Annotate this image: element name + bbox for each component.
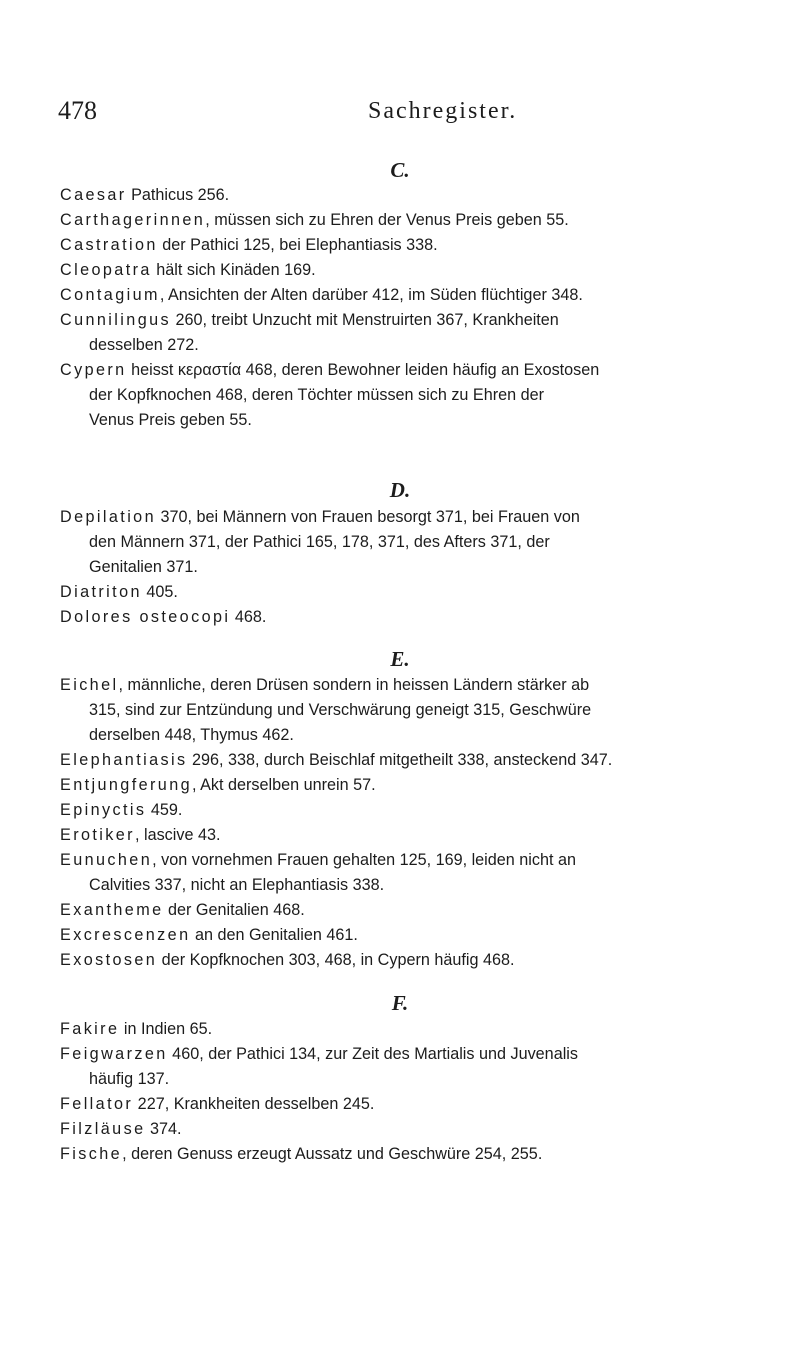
index-entry: [60, 1092, 760, 1117]
page-number: 478: [58, 96, 97, 125]
index-entry: [60, 233, 760, 258]
entry-headword: Contagium: [60, 286, 160, 304]
entry-headword: Entjungferung: [60, 776, 193, 794]
entry-continuation: Venus Preis geben 55.: [89, 411, 252, 429]
entry-headword: Elephantiasis: [60, 751, 188, 769]
entry-text: , von vornehmen Frauen gehalten 125, 169, leiden nicht an: [152, 851, 576, 869]
entry-text: an den Genitalien 461.: [190, 926, 358, 944]
index-entry: [60, 1142, 760, 1167]
entry-headword: Depilation: [60, 508, 156, 526]
entry-headword: Eunuchen: [60, 851, 153, 869]
section-letter-f: F.: [391, 991, 409, 1015]
entry-headword: Fellator: [60, 1095, 134, 1113]
entry-headword: Carthagerinnen: [60, 211, 206, 229]
entry-headword: Epinyctis: [60, 801, 147, 819]
entry-text: , deren Genuss erzeugt Aussatz und Geschwüre 254, 255.: [122, 1145, 543, 1163]
entry-text: , Akt derselben unrein 57.: [192, 776, 376, 794]
index-entry: [60, 358, 760, 433]
index-entry: [60, 1017, 760, 1042]
entry-headword: Erotiker: [60, 826, 135, 844]
entry-text: 374.: [145, 1120, 182, 1138]
index-entry: [60, 848, 760, 898]
entry-text: hält sich Kinäden 169.: [151, 261, 316, 279]
entry-text: 460, der Pathici 134, zur Zeit des Martialis und Juvenalis: [167, 1045, 578, 1063]
entry-headword: Diatriton: [60, 583, 142, 601]
entry-headword: Cypern: [60, 361, 127, 379]
entry-continuation: den Männern 371, der Pathici 165, 178, 371, des Afters 371, der: [89, 533, 550, 551]
entry-text: 227, Krankheiten desselben 245.: [133, 1095, 375, 1113]
entry-headword: Fische: [60, 1145, 123, 1163]
entry-headword: Exostosen: [60, 951, 158, 969]
index-entry: [60, 773, 760, 798]
index-entry: [60, 308, 760, 358]
entry-headword: Dolores osteocopi: [60, 608, 231, 626]
entry-text: heisst κεραστία 468, deren Bewohner leiden häufig an Exostosen: [126, 361, 600, 379]
entry-continuation: derselben 448, Thymus 462.: [89, 726, 294, 744]
entry-text: 370, bei Männern von Frauen besorgt 371, bei Frauen von: [156, 508, 580, 526]
entry-text: der Genitalien 468.: [163, 901, 305, 919]
index-entry: [60, 673, 760, 748]
entry-text: der Pathici 125, bei Elephantiasis 338.: [157, 236, 438, 254]
entry-text: , lascive 43.: [134, 826, 221, 844]
entry-continuation: der Kopfknochen 468, deren Töchter müssen sich zu Ehren der: [89, 386, 545, 404]
index-entry: [60, 948, 760, 973]
entry-headword: Cleopatra: [60, 261, 152, 279]
page-header: [58, 96, 760, 136]
entry-headword: Castration: [60, 236, 158, 254]
entry-text: , müssen sich zu Ehren der Venus Preis geben 55.: [205, 211, 569, 229]
index-entry: [60, 283, 760, 308]
entry-headword: Fakire: [60, 1020, 120, 1038]
entry-continuation: Calvities 337, nicht an Elephantiasis 338.: [89, 876, 385, 894]
entry-headword: Filzläuse: [60, 1120, 146, 1138]
index-entry: [60, 923, 760, 948]
index-entry: [60, 898, 760, 923]
entry-continuation: häufig 137.: [89, 1070, 170, 1088]
entry-headword: Caesar: [60, 186, 127, 204]
entry-text: in Indien 65.: [119, 1020, 213, 1038]
index-entry: [60, 798, 760, 823]
index-entry: [60, 580, 760, 605]
entry-text: , Ansichten der Alten darüber 412, im Süden flüchtiger 348.: [159, 286, 583, 304]
index-entry: [60, 1042, 760, 1092]
entry-text: 405.: [141, 583, 178, 601]
index-entry: [60, 748, 760, 773]
entry-headword: Cunnilingus: [60, 311, 171, 329]
entry-headword: Eichel: [60, 676, 119, 694]
index-entry: [60, 505, 760, 580]
entry-headword: Excrescenzen: [60, 926, 191, 944]
entry-text: 260, treibt Unzucht mit Menstruirten 367, Krankheiten: [171, 311, 559, 329]
entry-headword: Exantheme: [60, 901, 164, 919]
section-letter-c: C.: [390, 158, 410, 182]
index-entry: [60, 605, 760, 630]
index-entry: [60, 258, 760, 283]
index-entry: [60, 183, 760, 208]
index-entry: [60, 823, 760, 848]
entry-text: der Kopfknochen 303, 468, in Cypern häufig 468.: [157, 951, 515, 969]
entry-text: 468.: [230, 608, 267, 626]
section-letter-e: E.: [390, 647, 410, 671]
entry-text: 296, 338, durch Beischlaf mitgetheilt 338, ansteckend 347.: [187, 751, 613, 769]
section-letter-d: D.: [389, 478, 411, 502]
index-entry: [60, 1117, 760, 1142]
entry-continuation: 315, sind zur Entzündung und Verschwärung geneigt 315, Geschwüre: [89, 701, 592, 719]
running-title: Sachregister.: [368, 98, 518, 124]
index-entry: [60, 208, 760, 233]
entry-headword: Feigwarzen: [60, 1045, 168, 1063]
entry-text: 459.: [146, 801, 183, 819]
entry-text: , männliche, deren Drüsen sondern in heissen Ländern stärker ab: [118, 676, 590, 694]
entry-continuation: Genitalien 371.: [89, 558, 198, 576]
entry-continuation: desselben 272.: [89, 336, 199, 354]
entry-text: Pathicus 256.: [126, 186, 230, 204]
